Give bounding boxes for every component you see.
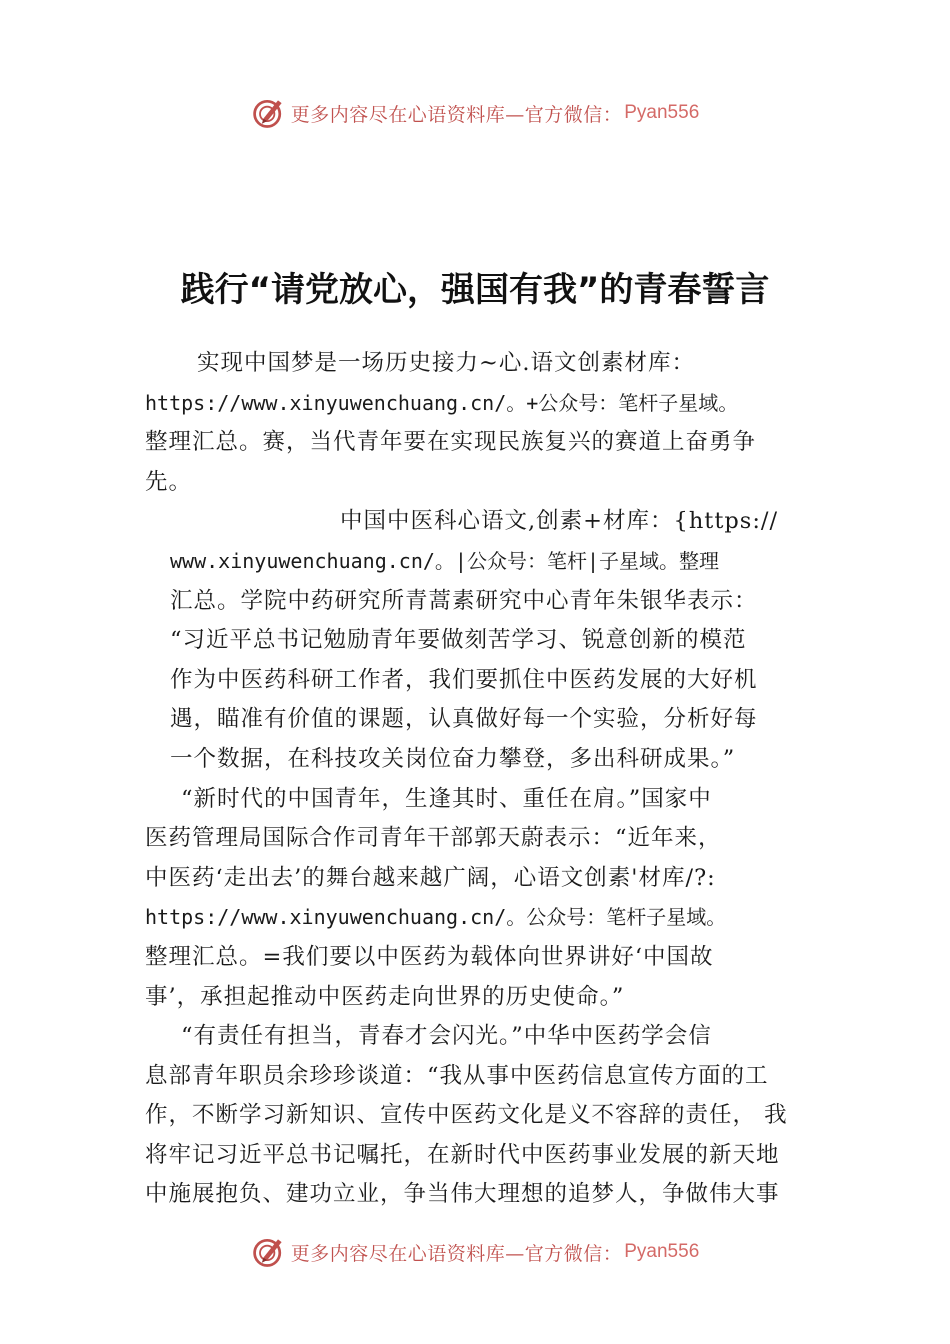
banner-wechat-id: Pyan556 bbox=[624, 102, 700, 123]
text-line: 将牢记习近平总书记嘱托，在新时代中医药事业发展的新天地 bbox=[145, 1141, 780, 1168]
document-title: 践行“请党放心，强国有我”的青春誓言 bbox=[180, 270, 770, 310]
text-line: 一个数据，在科技攻关岗位奋力攀登，多出科研成果。” bbox=[170, 745, 736, 772]
text-line: 遇，瞄准有价值的课题，认真做好每一个实验，分析好每 bbox=[170, 706, 758, 733]
header-banner bbox=[0, 93, 950, 133]
text-line: 实现中国梦是一场历史接力~心.语文创素材库： bbox=[197, 350, 696, 376]
text-line: 整理汇总。=我们要以中医药为载体向世界讲好‘中国故 bbox=[145, 943, 714, 970]
text-line: “有责任有担当，青春才会闪光。”中华中医药学会信 bbox=[181, 1023, 712, 1050]
text-line: https://www.xinyuwenchuang.cn/。+公众号：笔杆子星域。 bbox=[145, 390, 739, 415]
text-line: 事’，承担起推动中医药走向世界的历史使命。” bbox=[145, 983, 625, 1010]
text-line: 中施展抱负、建功立业，争当伟大理想的追梦人，争做伟大事 bbox=[145, 1181, 780, 1208]
text-line: 先。 bbox=[145, 468, 193, 495]
banner-text: 更多内容尽在心语资料库—官方微信： bbox=[290, 103, 623, 126]
pen-logo-icon bbox=[251, 95, 287, 131]
footer-banner bbox=[0, 1232, 950, 1272]
text-line: 中医药‘走出去’的舞台越来越广阔，心语文创素'材库/?: bbox=[145, 864, 716, 891]
text-line: 医药管理局国际合作司青年干部郭天蔚表示：“近年来， bbox=[145, 825, 722, 852]
banner-text: 更多内容尽在心语资料库—官方微信： bbox=[290, 1242, 623, 1265]
document-body bbox=[145, 344, 815, 1215]
pen-logo-icon bbox=[251, 1234, 287, 1270]
text-line: 息部青年职员余珍珍谈道：“我从事中医药信息宣传方面的工 bbox=[145, 1062, 769, 1089]
text-line: https://www.xinyuwenchuang.cn/。公众号：笔杆子星域。 bbox=[145, 905, 727, 930]
text-line: 中国中医科心语文,创素+材库：{https:// bbox=[340, 508, 779, 535]
text-line: 整理汇总。赛，当代青年要在实现民族复兴的赛道上奋勇争 bbox=[145, 429, 757, 456]
text-line: 作为中医药科研工作者，我们要抓住中医药发展的大好机 bbox=[170, 666, 758, 693]
banner-wechat-id: Pyan556 bbox=[624, 1241, 700, 1262]
text-line: 作，不断学习新知识、宣传中医药文化是义不容辞的责任， 我 bbox=[145, 1102, 788, 1129]
text-line: www.xinyuwenchuang.cn/。|公众号：笔杆|子星域。整理 bbox=[170, 548, 719, 573]
text-line: “习近平总书记勉励青年要做刻苦学习、锐意创新的模范 bbox=[170, 627, 747, 654]
text-line: 汇总。学院中药研究所青蒿素研究中心青年朱银华表示： bbox=[170, 587, 758, 614]
text-line: “新时代的中国青年，生逢其时、重任在肩。”国家中 bbox=[181, 785, 712, 812]
